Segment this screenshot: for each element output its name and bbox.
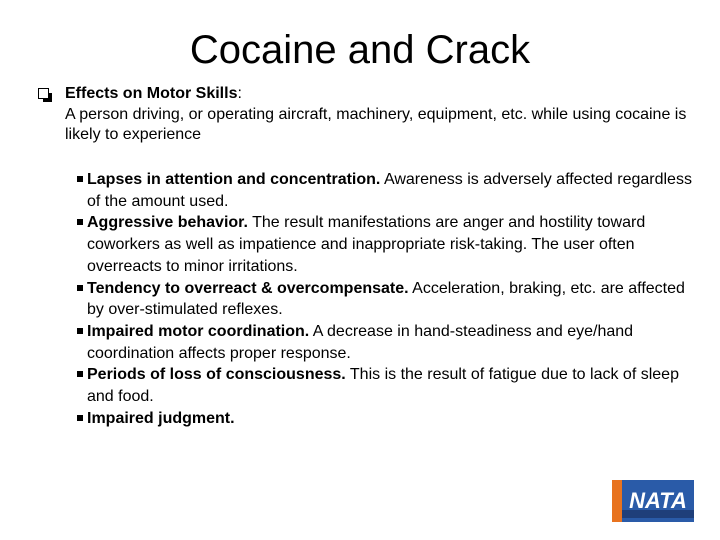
effect-text: Acceleration, braking, etc. are affected by over-stimulated reflexes.	[87, 279, 685, 319]
list-item	[77, 321, 692, 364]
list-item	[77, 408, 692, 430]
square-bullet-icon	[77, 285, 83, 291]
main-description: A person driving, or operating aircraft, machinery, equipment, etc. while using cocaine is likely to experience	[65, 105, 687, 143]
effect-title: Tendency to overreact & overcompensate.	[87, 279, 409, 297]
square-bullet-icon	[77, 219, 83, 225]
nata-logo	[612, 480, 694, 522]
list-item	[77, 212, 692, 277]
effect-title: Lapses in attention and concentration.	[87, 171, 381, 188]
main-bullet-text	[38, 84, 698, 146]
effect-title: Aggressive behavior.	[87, 214, 248, 232]
list-item	[77, 169, 692, 212]
main-bullet-point	[38, 84, 698, 146]
square-bullet-icon	[77, 176, 83, 182]
effect-text: The result manifestations are anger and hostility toward coworkers as well as impatience and inappropriate risk-taking. The user often overreacts to minor irritations.	[87, 214, 646, 275]
effects-list	[77, 169, 692, 429]
list-item	[77, 364, 692, 407]
logo-wordmark: NATA	[629, 488, 687, 513]
square-bullet-icon	[77, 415, 83, 421]
effect-text: This is the result of fatigue due to lack of sleep and food.	[87, 366, 679, 406]
main-heading-suffix: :	[237, 85, 242, 102]
effect-title: Impaired judgment.	[87, 409, 235, 427]
square-bullet-icon	[77, 328, 83, 334]
main-heading: Effects on Motor Skills	[65, 85, 238, 102]
square-bullet-icon	[77, 371, 83, 377]
effect-title: Periods of loss of consciousness.	[87, 366, 346, 384]
effect-title: Impaired motor coordination.	[87, 322, 310, 340]
slide-title: Cocaine and Crack	[189, 28, 531, 72]
nata-logo-icon	[612, 480, 694, 522]
checkbox-bullet-icon	[38, 88, 49, 99]
effect-text: A decrease in hand-steadiness and eye/hand coordination affects proper response.	[87, 322, 634, 362]
list-item	[77, 278, 692, 321]
effect-text: Awareness is adversely affected regardless of the amount used.	[87, 171, 692, 210]
